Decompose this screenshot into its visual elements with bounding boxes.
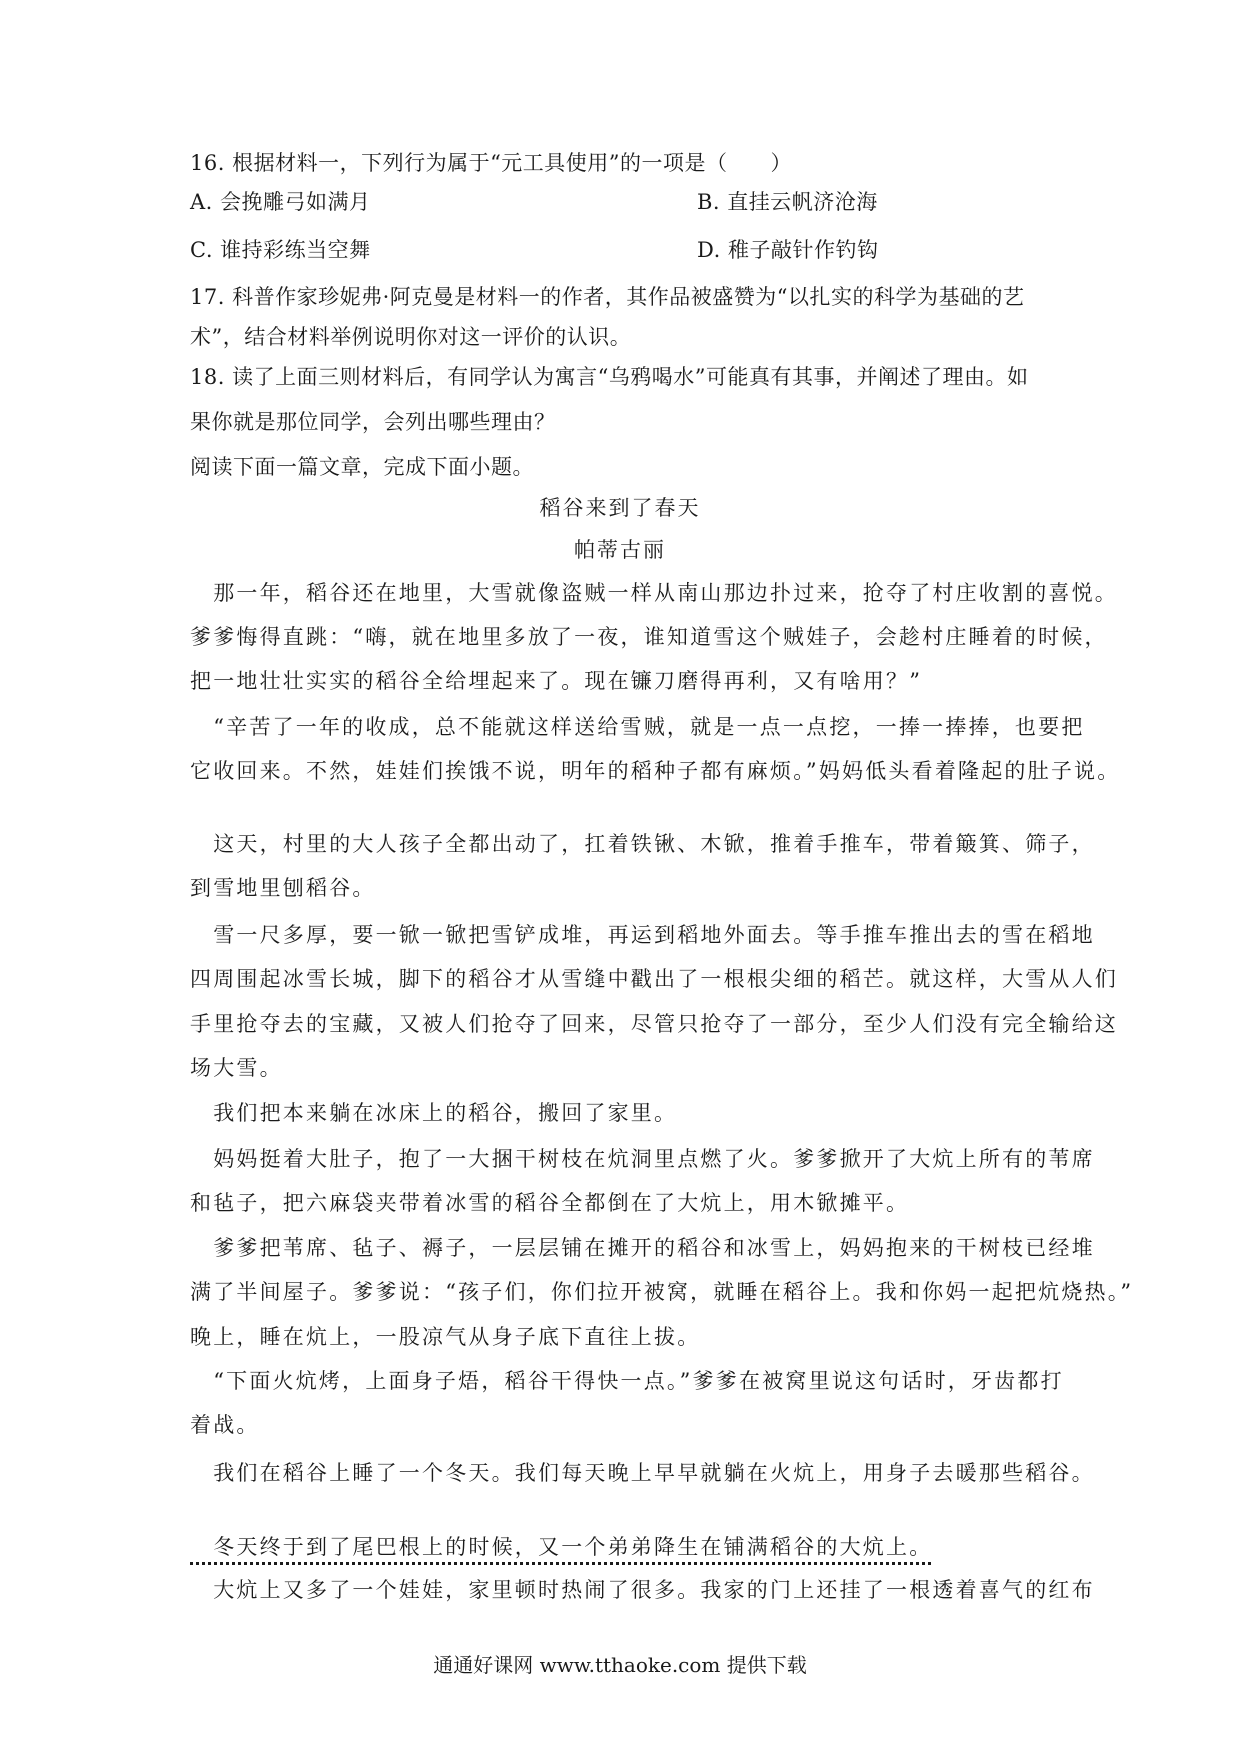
- article-line: 我们在稻谷上睡了一个冬天。我们每天晚上早早就躺在火炕上，用身子去暖那些稻谷。: [190, 1461, 1095, 1485]
- option-a: A. 会挽雕弓如满月: [190, 190, 371, 214]
- option-b: B. 直挂云帆济沧海: [697, 190, 878, 214]
- article-line: 把一地壮壮实实的稻谷全给埋起来了。现在镰刀磨得再利，又有啥用？”: [190, 669, 923, 693]
- article-line: “下面火炕烤，上面身子焐，稻谷干得快一点。”爹爹在被窝里说这句话时，牙齿都打: [190, 1369, 1064, 1393]
- article-line: 它收回来。不然，娃娃们挨饿不说，明年的稻种子都有麻烦。”妈妈低头看着隆起的肚子说。: [190, 759, 1121, 783]
- article-line: 爹爹悔得直跳：“嗨，就在地里多放了一夜，谁知道雪这个贼娃子，会趁村庄睡着的时候，: [190, 625, 1108, 649]
- article-line: “辛苦了一年的收成，总不能就这样送给雪贼，就是一点一点挖，一捧一捧捧，也要把: [190, 715, 1085, 739]
- article-line: 爹爹把苇席、毡子、褥子，一层层铺在摊开的稻谷和冰雪上，妈妈抱来的干树枝已经堆: [190, 1236, 1095, 1260]
- article-line: 这天，村里的大人孩子全都出动了，扛着铁锹、木锨，推着手推车，带着簸箕、筛子，: [190, 832, 1095, 856]
- article-title: 稻谷来到了春天: [539, 496, 701, 520]
- question-17-line-1: 17. 科普作家珍妮弗·阿克曼是材料一的作者，其作品被盛赞为“以扎实的科学为基础的艺: [190, 285, 1025, 309]
- article-line: 我们把本来躺在冰床上的稻谷，搬回了家里。: [190, 1101, 678, 1125]
- article-line: 场大雪。: [190, 1056, 283, 1080]
- article-line: 手里抢夺去的宝藏，又被人们抢夺了回来，尽管只抢夺了一部分，至少人们没有完全输给这: [190, 1012, 1118, 1036]
- question-17-line-2: 术”，结合材料举例说明你对这一评价的认识。: [190, 325, 632, 349]
- article-line-emphasized: [190, 1532, 1060, 1562]
- article-line: 雪一尺多厚，要一锨一锨把雪铲成堆，再运到稻地外面去。等手推车推出去的雪在稻地: [190, 923, 1095, 947]
- article-line: 到雪地里刨稻谷。: [190, 876, 376, 900]
- option-d: D. 稚子敲针作钓钩: [697, 238, 879, 262]
- article-line: 大炕上又多了一个娃娃，家里顿时热闹了很多。我家的门上还挂了一根透着喜气的红布: [190, 1578, 1095, 1602]
- option-c: C. 谁持彩练当空舞: [190, 238, 371, 262]
- emphasis-dotted-text: 冬天终于到了尾巴根上的时候，又一个弟弟降生在铺满稻谷的大炕上。: [190, 1535, 933, 1559]
- question-18-line-1: 18. 读了上面三则材料后，有同学认为寓言“乌鸦喝水”可能真有其事，并阐述了理由。如: [190, 365, 1029, 389]
- article-line: 着战。: [190, 1413, 260, 1437]
- question-16: 16. 根据材料一，下列行为属于“元工具使用”的一项是（ ）: [190, 151, 793, 175]
- article-line: 晚上，睡在炕上，一股凉气从身子底下直往上拔。: [190, 1325, 701, 1349]
- article-line: 四周围起冰雪长城，脚下的稻谷才从雪缝中戳出了一根根尖细的稻芒。就这样，大雪从人们: [190, 967, 1118, 991]
- article-line: 那一年，稻谷还在地里，大雪就像盗贼一样从南山那边扑过来，抢夺了村庄收割的喜悦。: [190, 581, 1118, 605]
- article-author: 帕蒂古丽: [574, 538, 666, 562]
- page-footer: 通通好课网 www.tthaoke.com 提供下载: [433, 1653, 807, 1677]
- reading-instruction: 阅读下面一篇文章，完成下面小题。: [190, 455, 534, 479]
- question-18-line-2: 果你就是那位同学，会列出哪些理由？: [190, 410, 556, 434]
- article-line: 妈妈挺着大肚子，抱了一大捆干树枝在炕洞里点燃了火。爹爹掀开了大炕上所有的苇席: [190, 1147, 1095, 1171]
- article-line: 和毡子，把六麻袋夹带着冰雪的稻谷全都倒在了大炕上，用木锨摊平。: [190, 1191, 910, 1215]
- article-line: 满了半间屋子。爹爹说：“孩子们，你们拉开被窝，就睡在稻谷上。我和你妈一起把炕烧热。”: [190, 1280, 1134, 1304]
